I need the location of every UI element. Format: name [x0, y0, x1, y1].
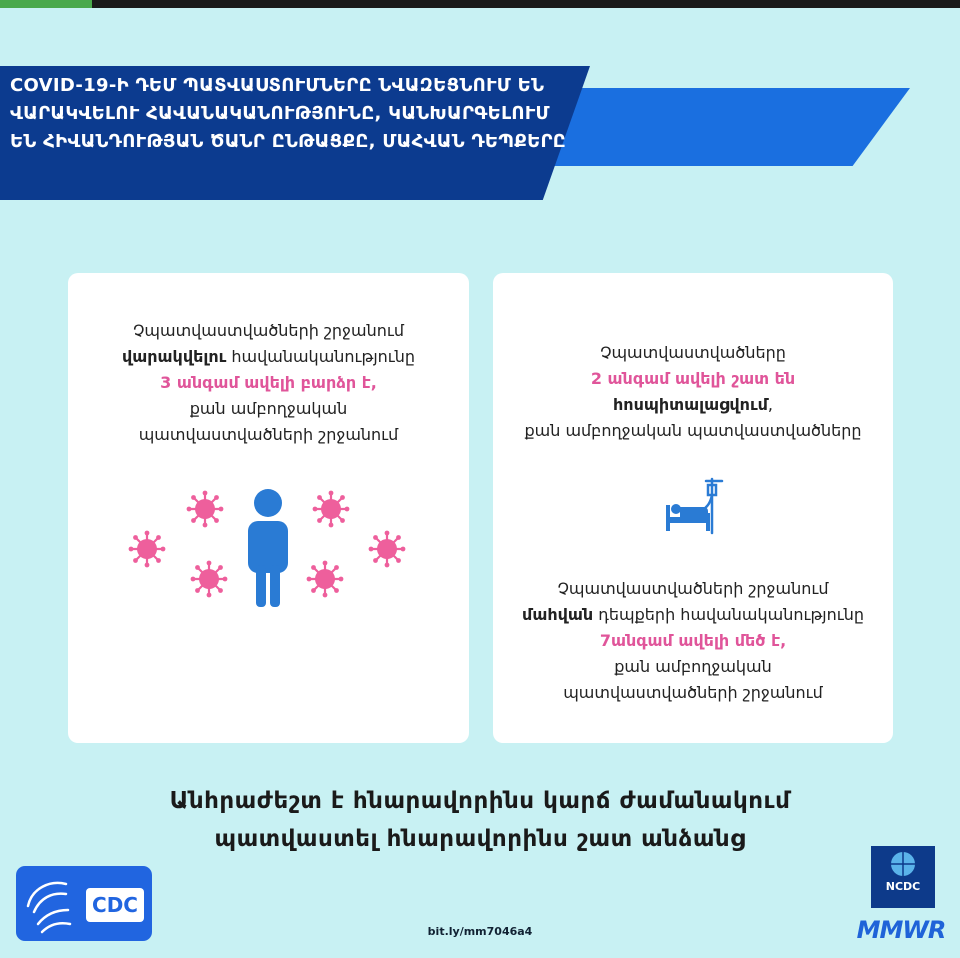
hospitalization-line-1: Չպատվաստվածները: [600, 343, 786, 362]
infection-line-2: վարակվելու հավանականությունը: [121, 347, 416, 366]
virus-icon: [369, 531, 406, 568]
death-line-5: պատվաստվածների շրջանում: [563, 683, 823, 702]
source-link[interactable]: bit.ly/mm7046a4: [427, 925, 533, 938]
virus-icon: [191, 561, 228, 598]
death-text: [493, 576, 893, 706]
banner-title: COVID-19-Ի ԴԵՄ ՊԱՏՎԱՍՏՈՒՄՆԵՐԸ ՆՎԱԶԵՑՆՈՒՄ ԵՆ ՎԱՐԱԿՎԵԼՈՒ ՀԱՎԱՆԱԿԱՆՈՒԹՅՈՒՆԸ, ԿԱՆԽԱՐԳԵԼՈՒՄ ԵՆ ՀԻՎԱՆԴՈՒԹՅԱՆ ԾԱՆՐ ԸՆԹԱՑՔԸ, ՄԱՀՎԱՆ ԴԵՊՔԵՐԸ: [10, 75, 567, 152]
globe-icon: [871, 846, 935, 880]
ncdc-label: NCDC: [885, 880, 921, 893]
infection-line-5: պատվաստվածների շրջանում: [138, 425, 399, 444]
virus-icon: [307, 561, 344, 598]
person-with-viruses-icon: [125, 485, 410, 615]
hospitalization-text: [493, 340, 893, 444]
infection-highlight: 3 անգամ ավելի բարձր է,: [160, 373, 377, 392]
top-bar-accent: [0, 0, 92, 8]
hhs-eagle-icon: [16, 866, 152, 941]
person-icon: [248, 489, 288, 607]
call-to-action-line-1: Անհրաժեշտ է հնարավորինս կարճ ժամանակում: [169, 788, 791, 814]
death-line-4: քան ամբողջական: [614, 657, 772, 676]
death-line-2: մահվան դեպքերի հավանականությունը: [522, 605, 864, 624]
call-to-action: [0, 782, 960, 858]
infection-line-4: քան ամբողջական: [189, 399, 348, 418]
hospital-bed-icon: [662, 477, 734, 535]
call-to-action-line-2: պատվաստել հնարավորինս շատ անձանց: [214, 826, 746, 852]
hospitalization-line-4: քան ամբողջական պատվաստվածները: [524, 421, 862, 440]
hospitalization-line-3: հոսպիտալացվում,: [613, 395, 773, 414]
infection-line-1: Չպատվաստվածների շրջանում: [133, 321, 404, 340]
hhs-cdc-logo: [16, 866, 152, 941]
top-bar: [0, 0, 960, 8]
hospitalization-highlight: 2 անգամ ավելի շատ են: [590, 369, 796, 388]
mmwr-logo: MMWR: [856, 916, 946, 944]
infection-text: [68, 318, 469, 448]
virus-icon: [313, 491, 350, 528]
virus-icon: [129, 531, 166, 568]
cdc-logo-text: CDC: [92, 893, 138, 917]
virus-icon: [187, 491, 224, 528]
death-line-1: Չպատվաստվածների շրջանում: [557, 579, 829, 598]
ncdc-logo: [871, 846, 935, 908]
death-highlight: 7անգամ ավելի մեծ է,: [599, 631, 787, 650]
